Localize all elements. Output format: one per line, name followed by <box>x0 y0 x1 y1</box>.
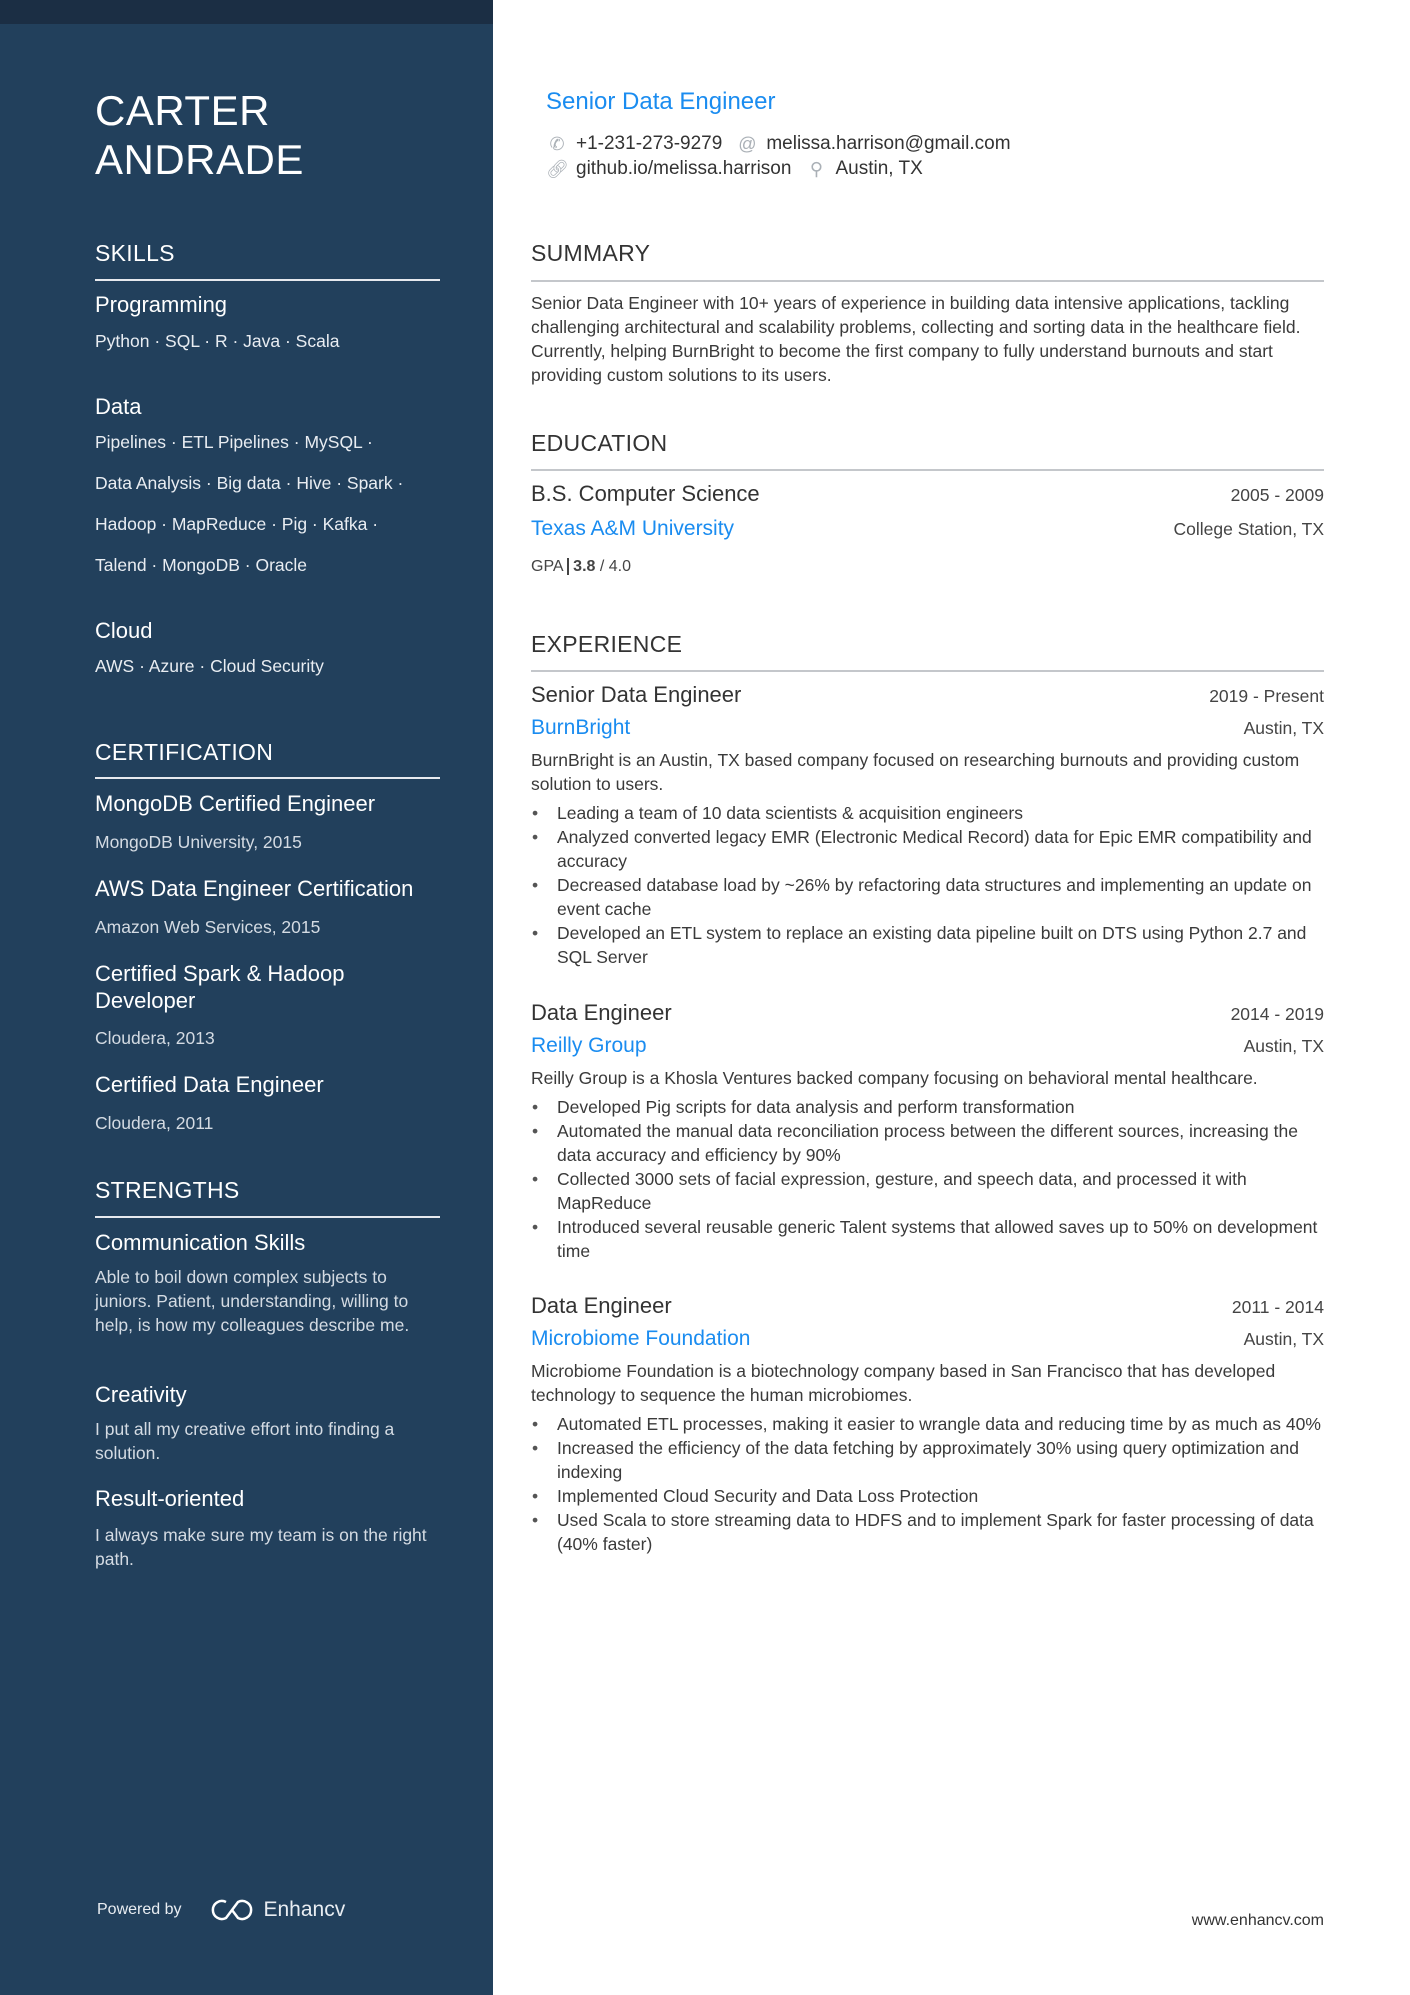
job-entry <box>531 1293 1324 1556</box>
divider <box>531 469 1324 471</box>
education-row <box>531 481 1324 507</box>
divider <box>531 280 1324 282</box>
job-title: Senior Data Engineer <box>546 88 776 115</box>
job-bullet: • Implemented Cloud Security and Data Loss Protection <box>531 1484 1324 1508</box>
summary-text: Senior Data Engineer with 10+ years of experience in building data intensive applications, tackling challenging architectural and scalability problems, collecting and sorting data in the healthcare field. Currently, helping BurnBright to become the first company to fully understand burnouts and start providing custom solutions to its users. <box>531 293 1301 385</box>
job-bullet: • Leading a team of 10 data scientists & acquisition engineers <box>531 801 1324 825</box>
divider <box>531 670 1324 672</box>
strength-desc: Able to boil down complex subjects to juniors. Patient, understanding, willing to help, is how my colleagues describe me. <box>95 1267 410 1335</box>
job-bullet: • Developed Pig scripts for data analysis and perform transformation <box>531 1095 1324 1119</box>
job-bullet: • Increased the efficiency of the data fetching by approximately 30% using query optimization and indexing <box>531 1436 1324 1484</box>
at-icon: @ <box>738 133 757 154</box>
education-row <box>531 517 1324 541</box>
strength-name: Result-oriented <box>95 1486 245 1511</box>
job-bullet: • Decreased database load by ~26% by refactoring data structures and implementing an update on event cache <box>531 873 1324 921</box>
sidebar-top-band <box>0 0 493 24</box>
phone-icon: ✆ <box>549 133 565 154</box>
location-pin-icon: ⚲ <box>809 158 824 179</box>
job-role: Data Engineer <box>531 1293 672 1318</box>
link-icon: 🔗︎ <box>546 158 569 179</box>
job-entry <box>531 682 1324 969</box>
job-bullet: • Analyzed converted legacy EMR (Electronic Medical Record) data for Epic EMR compatibility and accuracy <box>531 825 1324 873</box>
skill-group-title: Data <box>95 394 142 419</box>
strength-desc: I put all my creative effort into finding a solution. <box>95 1419 395 1463</box>
company-desc: Reilly Group is a Khosla Ventures backed company focusing on behavioral mental healthcare. <box>531 1068 1258 1088</box>
job-bullet: • Automated the manual data reconciliation process between the different sources, increasing the data accuracy and efficiency by 90% <box>531 1119 1324 1167</box>
job-location: Austin, TX <box>1243 1036 1324 1056</box>
job-bullet: • Used Scala to store streaming data to HDFS and to implement Spark for faster processing of data (40% faster) <box>531 1508 1324 1556</box>
cert-issuer: Cloudera, 2013 <box>95 1028 215 1048</box>
skill-line: Pipelines · ETL Pipelines · MySQL · <box>95 432 373 452</box>
cert-name: Certified Data Engineer <box>95 1072 324 1097</box>
skill-group-title: Programming <box>95 292 228 317</box>
school-name[interactable]: Texas A&M University <box>531 517 735 540</box>
job-bullet: • Collected 3000 sets of facial expression, gesture, and speech data, and processed it with MapReduce <box>531 1167 1324 1215</box>
strength-name: Communication Skills <box>95 1230 306 1255</box>
job-location: Austin, TX <box>1243 1329 1324 1349</box>
job-bullets <box>531 801 1324 969</box>
skill-line: Data Analysis · Big data · Hive · Spark · <box>95 473 404 493</box>
contact-info <box>546 133 1011 180</box>
gpa: GPA 3.8 / 4.0 <box>531 558 632 575</box>
company-name[interactable]: Microbiome Foundation <box>531 1327 751 1350</box>
job-role: Senior Data Engineer <box>531 682 742 707</box>
sidebar <box>0 0 493 1995</box>
enhancv-logo[interactable]: Enhancv <box>208 1897 346 1923</box>
job-bullet: • Automated ETL processes, making it easier to wrangle data and reducing time by as much as 40% <box>531 1412 1324 1436</box>
certification-heading: CERTIFICATION <box>95 739 274 765</box>
education-dates: 2005 - 2009 <box>1230 485 1324 505</box>
contact-phone[interactable]: ✆ +1-231-273-9279 <box>546 133 722 155</box>
cert-issuer: MongoDB University, 2015 <box>95 832 302 852</box>
divider <box>95 777 440 779</box>
experience-heading: EXPERIENCE <box>531 631 683 657</box>
candidate-name: CARTER ANDRADE <box>95 87 304 183</box>
cert-issuer: Cloudera, 2011 <box>95 1113 214 1133</box>
job-role: Data Engineer <box>531 1000 672 1025</box>
job-bullets <box>531 1095 1324 1263</box>
company-name[interactable]: BurnBright <box>531 716 631 739</box>
summary-heading: SUMMARY <box>531 240 651 266</box>
strengths-heading: STRENGTHS <box>95 1177 240 1203</box>
enhancv-logo-icon <box>208 1897 256 1923</box>
cert-name: AWS Data Engineer Certification <box>95 876 414 901</box>
education-heading: EDUCATION <box>531 430 668 456</box>
job-bullets <box>531 1412 1324 1556</box>
strength-name: Creativity <box>95 1382 187 1407</box>
skill-line: Python · SQL · R · Java · Scala <box>95 331 340 351</box>
divider <box>95 279 440 281</box>
cert-name: MongoDB Certified Engineer <box>95 791 376 816</box>
company-name[interactable]: Reilly Group <box>531 1034 647 1057</box>
footer-url[interactable]: www.enhancv.com <box>1191 1912 1324 1929</box>
powered-by: Powered by Enhancv <box>97 1898 346 1921</box>
job-location: Austin, TX <box>1243 718 1324 738</box>
company-desc: Microbiome Foundation is a biotechnology company based in San Francisco that has developed technology to sequence the human microbiomes. <box>531 1361 1276 1405</box>
company-desc: BurnBright is an Austin, TX based company focused on researching burnouts and providing custom solution to users. <box>531 750 1300 794</box>
skill-line: Talend · MongoDB · Oracle <box>95 555 308 575</box>
contact-location: ⚲ Austin, TX <box>805 158 922 180</box>
job-dates: 2019 - Present <box>1209 686 1324 706</box>
education-location: College Station, TX <box>1173 519 1324 539</box>
job-bullet: • Introduced several reusable generic Talent systems that allowed saves up to 50% on development time <box>531 1215 1324 1263</box>
skill-group-title: Cloud <box>95 618 153 643</box>
job-bullet: • Developed an ETL system to replace an existing data pipeline built on DTS using Python 2.7 and SQL Server <box>531 921 1324 969</box>
skills-heading: SKILLS <box>95 240 175 266</box>
contact-email[interactable]: @ melissa.harrison@gmail.com <box>738 133 1011 154</box>
cert-name: Certified Spark & Hadoop Developer <box>95 961 345 1013</box>
divider <box>95 1216 440 1218</box>
job-entry <box>531 1000 1324 1263</box>
cert-issuer: Amazon Web Services, 2015 <box>95 917 321 937</box>
job-dates: 2014 - 2019 <box>1230 1004 1324 1024</box>
degree: B.S. Computer Science <box>531 481 760 506</box>
skill-line: Hadoop · MapReduce · Pig · Kafka · <box>95 514 379 534</box>
strength-desc: I always make sure my team is on the right path. <box>95 1525 427 1569</box>
skill-line: AWS · Azure · Cloud Security <box>95 656 324 676</box>
job-dates: 2011 - 2014 <box>1231 1297 1324 1317</box>
contact-link[interactable]: 🔗︎ github.io/melissa.harrison <box>546 158 792 179</box>
